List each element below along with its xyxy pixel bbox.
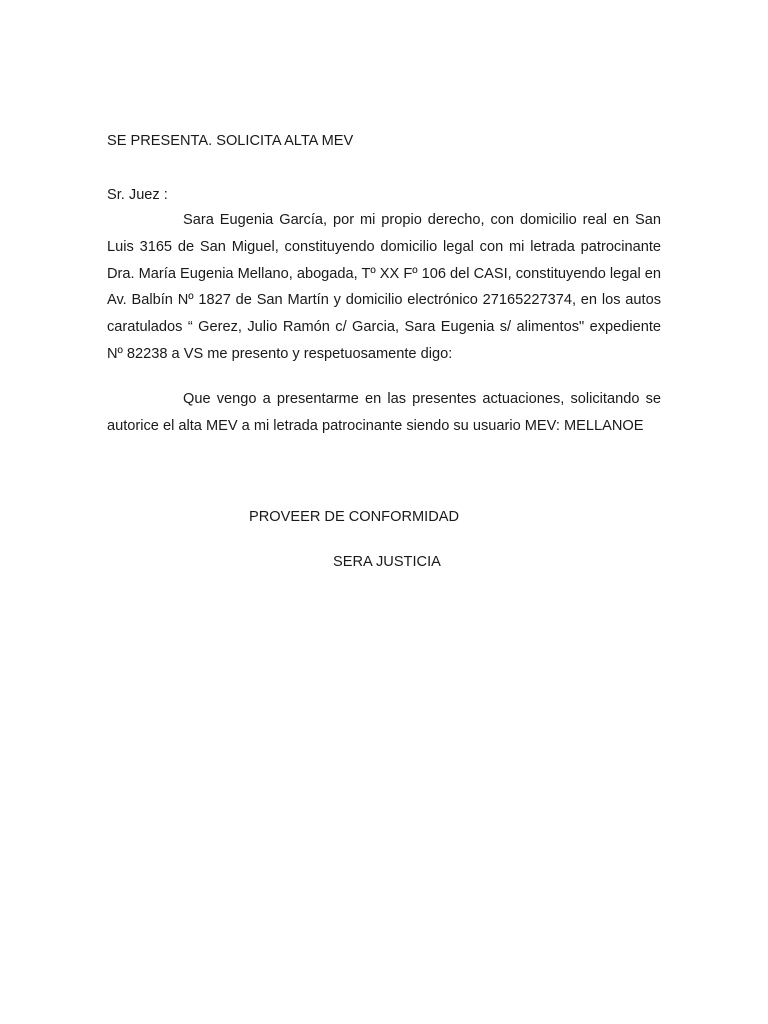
paragraph-request-text: Que vengo a presentarme en las presentes actuaciones, solicitando se autorice el alta MEV a mi letrada patrocinante siendo su usuario MEV: MELLANOE (107, 391, 661, 434)
paragraph-presentation (107, 207, 661, 368)
salutation: Sr. Juez : (107, 187, 168, 203)
paragraph-request (107, 386, 661, 440)
closing-justicia: SERA JUSTICIA (333, 554, 441, 570)
document-title: SE PRESENTA. SOLICITA ALTA MEV (107, 133, 354, 149)
paragraph-presentation-text: Sara Eugenia García, por mi propio derecho, con domicilio real en San Luis 3165 de San Miguel, constituyendo domicilio legal con mi letrada patrocinante Dra. María Eugenia Mellano, abogada, Tº XX Fº 106 del CASI, constituyendo legal en Av. Balbín Nº 1827 de San Martín y domicilio electrónico 27165227374, en los autos caratulados “ Gerez, Julio Ramón c/ Garcia, Sara Eugenia s/ alimentos" expediente Nº 82238 a VS me presento y respetuosamente digo: (107, 212, 661, 362)
closing-proveer: PROVEER DE CONFORMIDAD (249, 509, 460, 525)
